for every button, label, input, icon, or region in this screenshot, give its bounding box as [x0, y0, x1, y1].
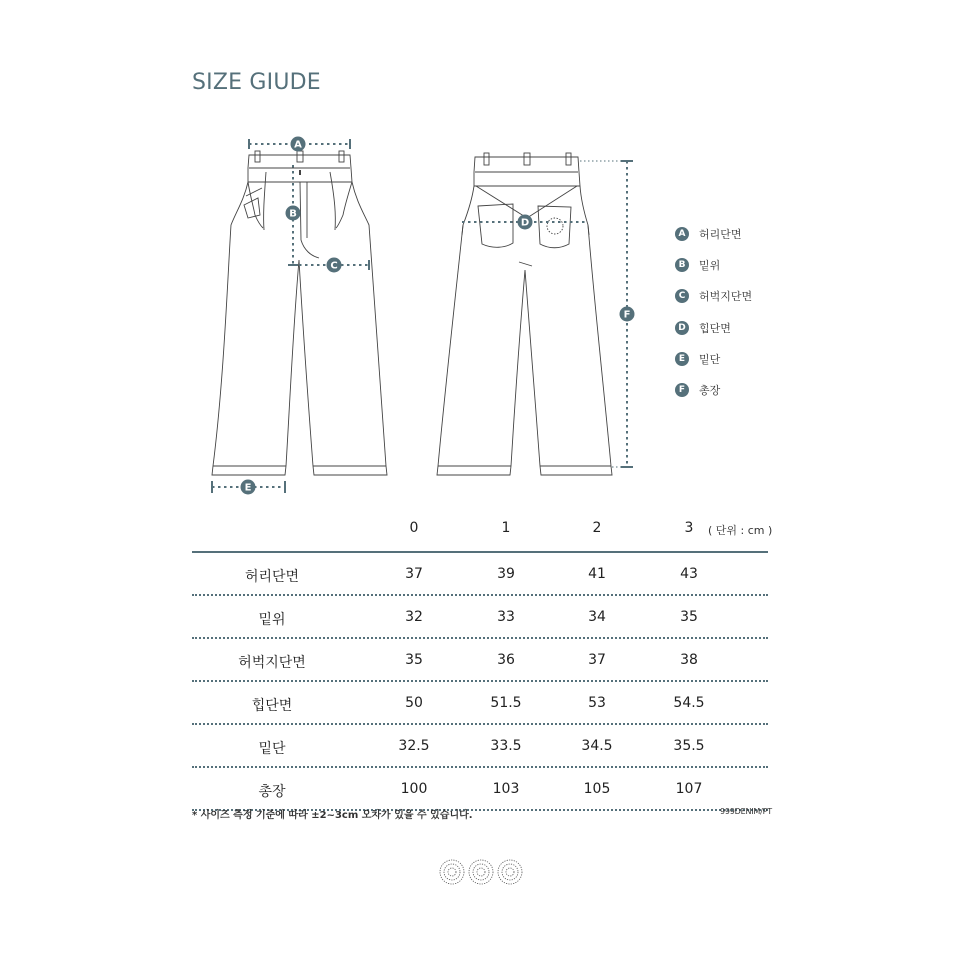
table-cell: 39 — [497, 566, 515, 582]
legend-item-a — [675, 226, 752, 242]
legend-label-b: 밑위 — [699, 259, 721, 273]
table-cell: 53 — [588, 695, 606, 711]
table-cell: 35 — [680, 609, 698, 625]
brand-logo — [438, 855, 524, 889]
table-cell: 34.5 — [581, 738, 613, 754]
table-cell: 33 — [497, 609, 515, 625]
legend-label-e: 밑단 — [699, 352, 721, 366]
legend-item-c — [675, 288, 752, 304]
legend-item-e — [675, 351, 752, 367]
legend-label-d: 힙단면 — [699, 321, 731, 335]
back-pants-outline — [437, 153, 612, 475]
page-title: SIZE GIUDE — [192, 70, 321, 95]
marker-b — [286, 206, 301, 221]
front-pants-outline — [212, 151, 387, 475]
table-row — [192, 725, 768, 768]
svg-text:D: D — [520, 217, 530, 229]
marker-f — [620, 307, 635, 322]
size-header-1: 1 — [501, 520, 511, 536]
table-cell: 103 — [492, 781, 520, 797]
marker-a — [291, 137, 306, 152]
row-label: 허리단면 — [244, 569, 300, 585]
table-cell: 33.5 — [490, 738, 522, 754]
table-cell: 37 — [405, 566, 423, 582]
legend-badge-b: B — [675, 258, 689, 272]
legend-label-c: 허벅지단면 — [699, 290, 753, 304]
table-cell: 35 — [405, 652, 423, 668]
table-row — [192, 639, 768, 682]
marker-e — [241, 480, 256, 495]
table-row — [192, 553, 768, 596]
legend-label-f: 총장 — [699, 383, 721, 397]
table-cell: 34 — [588, 609, 606, 625]
row-label: 힙단면 — [251, 698, 293, 714]
svg-text:C: C — [330, 260, 338, 272]
table-cell: 54.5 — [673, 695, 705, 711]
table-cell: 32.5 — [398, 738, 430, 754]
size-header-3: 3 — [684, 520, 694, 536]
legend-badge-e: E — [675, 352, 689, 366]
measurement-note: * 사이즈 측정 기준에 따라 ±2~3cm 오차가 있을 수 있습니다. — [192, 810, 473, 821]
size-table — [192, 520, 773, 811]
table-cell: 38 — [680, 652, 698, 668]
legend-badge-c: C — [675, 289, 689, 303]
measurement-legend — [675, 226, 752, 413]
svg-text:E: E — [244, 482, 252, 494]
legend-badge-a: A — [675, 227, 689, 241]
table-cell: 100 — [400, 781, 428, 797]
row-label: 허벅지단면 — [238, 655, 306, 671]
table-row — [192, 596, 768, 639]
size-header-0: 0 — [409, 520, 419, 536]
legend-badge-d: D — [675, 321, 689, 335]
table-cell: 51.5 — [490, 695, 522, 711]
size-header-2: 2 — [592, 520, 602, 536]
marker-c — [327, 258, 342, 273]
table-cell: 105 — [583, 781, 611, 797]
table-cell: 107 — [675, 781, 703, 797]
table-cell: 36 — [497, 652, 515, 668]
legend-label-a: 허리단면 — [699, 228, 742, 241]
legend-item-f — [675, 382, 752, 398]
table-cell: 50 — [405, 695, 423, 711]
marker-d — [518, 215, 533, 230]
table-cell: 41 — [588, 566, 606, 582]
legend-item-d — [675, 320, 752, 336]
legend-badge-f: F — [675, 383, 689, 397]
legend-item-b — [675, 257, 752, 273]
table-header — [192, 520, 773, 553]
svg-text:F: F — [623, 309, 631, 321]
unit-label: ( 단위 : cm ) — [708, 524, 773, 537]
table-cell: 37 — [588, 652, 606, 668]
product-code: 999DENIM/PT — [720, 807, 772, 816]
row-label: 총장 — [258, 784, 286, 800]
svg-text:B: B — [289, 208, 297, 220]
table-cell: 43 — [680, 566, 698, 582]
table-row — [192, 768, 768, 811]
row-label: 밑단 — [258, 741, 286, 757]
table-row — [192, 682, 768, 725]
row-label: 밑위 — [258, 612, 286, 628]
table-cell: 35.5 — [673, 738, 705, 754]
svg-text:A: A — [294, 139, 302, 151]
table-cell: 32 — [405, 609, 423, 625]
